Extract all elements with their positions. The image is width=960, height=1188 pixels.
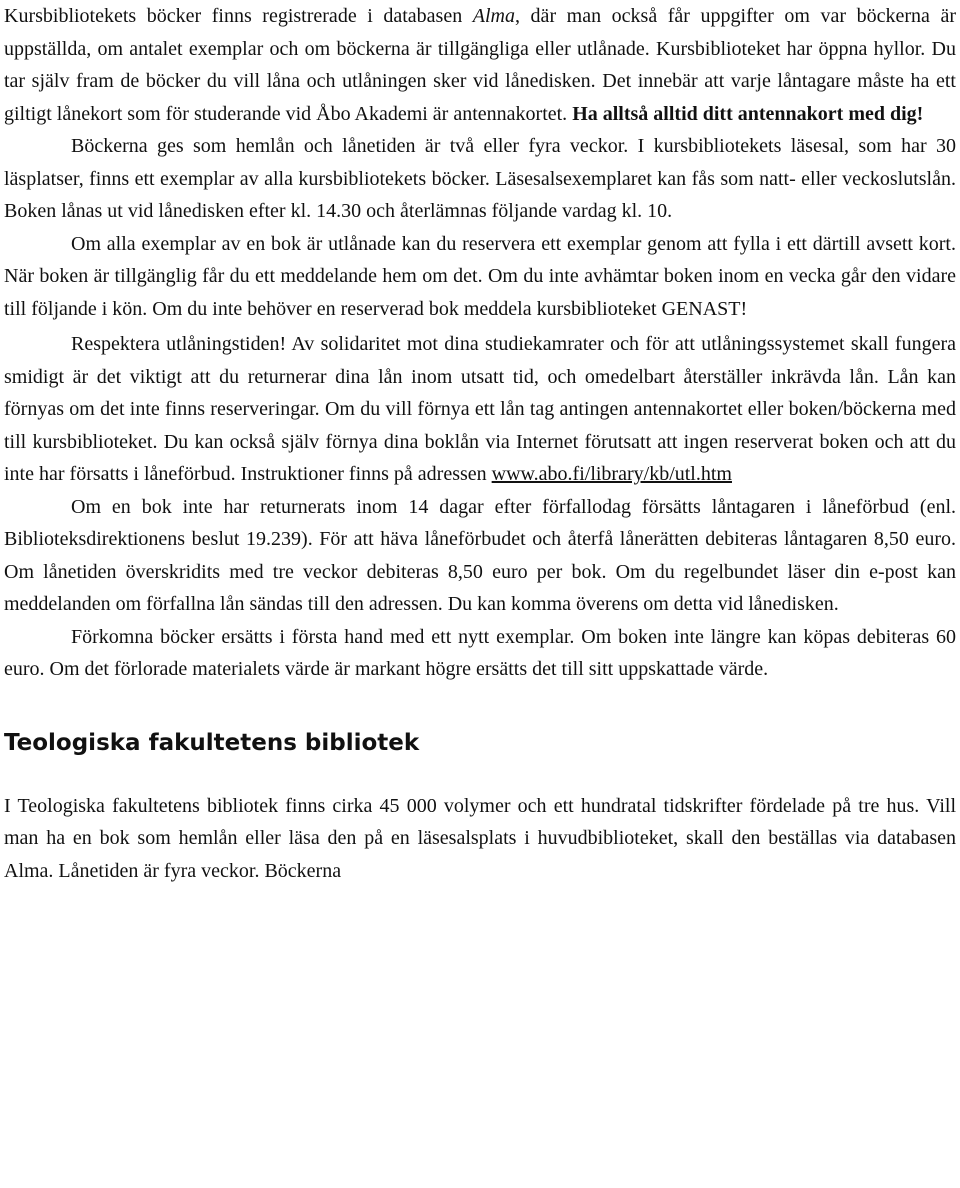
text-renewal: Respektera utlåningstiden! Av solidaritet mot dina studiekamrater och för att utlåningssystemet skall fungera smidigt är det viktigt att du returnerar dina lån inom utsatt tid, och omedelbart återställer inkrävda lån. Lån kan förnyas om det inte finns reserveringar. Om du vill förnya ett lån tag antingen antennakortet eller boken/böckerna med till kursbiblioteket. Du kan också själv förnya dina boklån via Internet förutsatt att ingen reserverat boken och att du inte har försatts i låneförbud. Instruktioner finns på adressen — [4, 333, 956, 485]
paragraph-loan-renewal — [4, 328, 956, 491]
section-heading-theology-library: Teologiska fakultetens bibliotek — [4, 729, 420, 756]
paragraph-catalog-info — [4, 0, 956, 130]
text-antenna-card-reminder: Ha alltså alltid ditt antennakort med dig! — [572, 102, 924, 125]
library-instructions-link[interactable]: www.abo.fi/library/kb/utl.htm — [491, 463, 732, 485]
paragraph-loan-period: Böckerna ges som hemlån och lånetiden är två eller fyra veckor. I kursbibliotekets läsesal, som har 30 läsplatser, finns ett exemplar av alla kursbibliotekets böcker. Läsesalsexemplaret kan fås som natt- eller veckoslutslån. Boken lånas ut vid lånedisken efter kl. 14.30 och återlämnas följande vardag kl. 10. — [4, 135, 956, 222]
document-page — [4, 0, 956, 887]
text-database-name: Alma — [472, 5, 515, 27]
paragraph-theology-library: I Teologiska fakultetens bibliotek finns cirka 45 000 volymer och ett hundratal tidskrifter fördelade på tre hus. Vill man ha en bok som hemlån eller läsa den på en läsesalsplats i huvudbiblioteket, skall den beställas via databasen Alma. Lånetiden är fyra veckor. Böckerna — [4, 794, 956, 882]
text-catalog-a: Kursbibliotekets böcker finns registrerade i databasen — [4, 5, 473, 27]
text-catalog-b: , där man också får uppgifter om var böckerna är uppställda, om antalet exemplar och om böckerna är tillgängliga eller utlånade. Kursbiblioteket har öppna hyllor. Du tar själv fram de böcker du vill låna och utlåningen sker vid lånedisken. Det innebär att varje låntagare måste ha ett giltigt lånekort som för studerande vid Åbo Akademi är antennakortet. — [4, 5, 956, 125]
paragraph-reservation: Om alla exemplar av en bok är utlånade kan du reservera ett exemplar genom att fylla i ett därtill avsett kort. När boken är tillgänglig får du ett meddelande hem om det. Om du inte avhämtar boken inom en vecka går den vidare till följande i kön. Om du inte behöver en reserverad bok meddela kursbiblioteket GENAST! — [4, 232, 956, 320]
paragraph-overdue-fines: Om en bok inte har returnerats inom 14 dagar efter förfallodag försätts låntagaren i låneförbud (enl. Biblioteksdirektionens beslut 19.239). För att häva låneförbudet och återfå lånerätten debiteras låntagaren 8,50 euro. Om lånetiden överskridits med tre veckor debiteras 8,50 euro per bok. Om du regelbundet läser din e-post kan meddelanden om förfallna lån sändas till den adressen. Du kan komma överens om detta vid lånedisken. — [4, 495, 956, 615]
paragraph-lost-books: Förkomna böcker ersätts i första hand med ett nytt exemplar. Om boken inte längre kan köpas debiteras 60 euro. Om det förlorade materialets värde är markant högre ersätts det till sitt uppskattade värde. — [4, 625, 956, 680]
